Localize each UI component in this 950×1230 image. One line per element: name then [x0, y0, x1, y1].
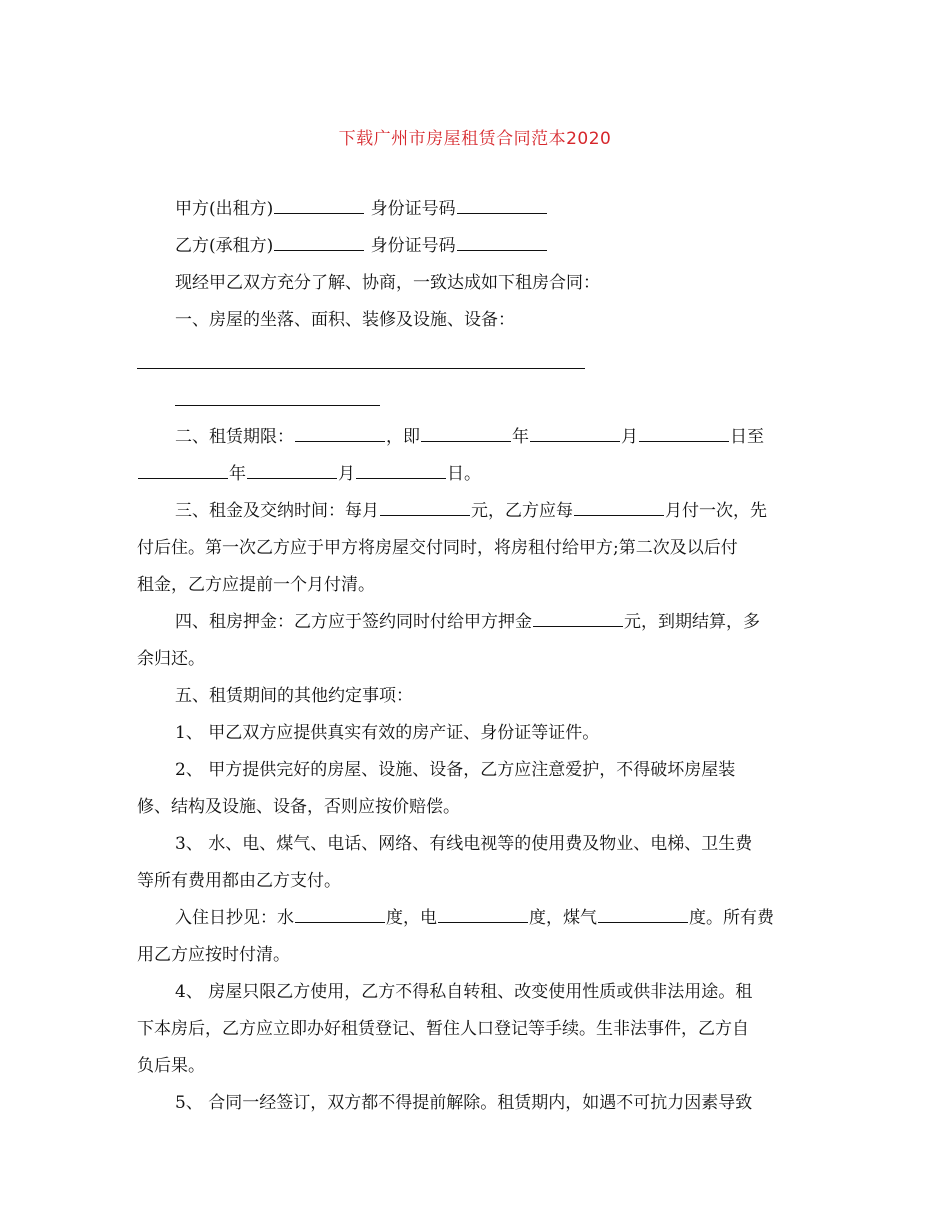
section-2-text: ，即	[386, 427, 420, 447]
meter-reading-line-1	[137, 905, 813, 942]
end-day-blank[interactable]	[356, 461, 446, 479]
section-4-line-2: 余归还。	[137, 649, 205, 669]
meter-reading-line-2: 用乙方应按时付清。	[137, 945, 290, 965]
party-a-id-label: 身份证号码	[370, 199, 456, 219]
water-reading-blank[interactable]	[295, 905, 385, 923]
document-title: 下载广州市房屋租赁合同范本2020	[338, 129, 612, 149]
lease-term-blank[interactable]	[295, 424, 385, 442]
start-month-blank[interactable]	[530, 424, 620, 442]
item-4-line-2: 下本房后，乙方应立即办好租赁登记、暂住人口登记等手续。生非法事件，乙方自	[137, 1019, 749, 1039]
item-2-line-2: 修、结构及设施、设备，否则应按价赔偿。	[137, 797, 460, 817]
monthly-rent-blank[interactable]	[380, 498, 470, 516]
item-1: 1、 甲乙双方应提供真实有效的房产证、身份证等证件。	[175, 723, 600, 743]
party-a-blank[interactable]	[274, 196, 364, 214]
section-3-text-2: 月付一次，先	[665, 501, 767, 521]
deposit-blank[interactable]	[533, 609, 623, 627]
section-4-text: 元，到期结算，多	[624, 612, 760, 632]
month-label: 月	[338, 464, 355, 484]
contract-body	[137, 196, 813, 1127]
party-a-id-blank[interactable]	[457, 196, 547, 214]
water-label: 入住日抄见：水	[175, 908, 294, 928]
party-b-line	[137, 233, 813, 270]
party-a-label: 甲方(出租方)	[175, 199, 274, 219]
end-year-blank[interactable]	[138, 461, 228, 479]
year-label: 年	[512, 427, 529, 447]
section-3-line-2: 付后住。第一次乙方应于甲方将房屋交付同时，将房租付给甲方;第二次及以后付	[137, 538, 738, 558]
section-1-heading: 一、房屋的坐落、面积、装修及设施、设备：	[175, 310, 515, 330]
item-4-line-3: 负后果。	[137, 1056, 205, 1076]
section-3-line-1	[137, 498, 813, 535]
item-2-line-1: 2、 甲方提供完好的房屋、设施、设备，乙方应注意爱护，不得破坏房屋装	[175, 760, 736, 780]
party-b-id-blank[interactable]	[457, 233, 547, 251]
electric-reading-blank[interactable]	[438, 905, 528, 923]
section-3-label: 三、租金及交纳时间：每月	[175, 501, 379, 521]
section-3-line-3: 租金，乙方应提前一个月付清。	[137, 575, 375, 595]
electric-label: 度，电	[386, 908, 437, 928]
section-5-heading: 五、租赁期间的其他约定事项：	[175, 686, 413, 706]
section-2-label: 二、租赁期限：	[175, 427, 294, 447]
meter-text: 度。所有费	[689, 908, 774, 928]
day-to-label: 日至	[730, 427, 764, 447]
item-4-line-1: 4、 房屋只限乙方使用，乙方不得私自转租、改变使用性质或供非法用途。租	[175, 982, 753, 1002]
section-2-line-1	[137, 424, 813, 461]
section-4-line-1	[137, 609, 813, 646]
party-b-id-label: 身份证号码	[370, 236, 456, 256]
section-4-label: 四、租房押金：乙方应于签约同时付给甲方押金	[175, 612, 532, 632]
section-3-text: 元，乙方应每	[471, 501, 573, 521]
pay-period-blank[interactable]	[574, 498, 664, 516]
item-5-line-1: 5、 合同一经签订，双方都不得提前解除。租赁期内，如遇不可抗力因素导致	[175, 1093, 753, 1113]
start-year-blank[interactable]	[421, 424, 511, 442]
intro-line: 现经甲乙双方充分了解、协商，一致达成如下租房合同：	[175, 273, 600, 293]
gas-reading-blank[interactable]	[598, 905, 688, 923]
item-3-line-1: 3、 水、电、煤气、电话、网络、有线电视等的使用费及物业、电梯、卫生费	[175, 834, 753, 854]
party-b-label: 乙方(承租方)	[175, 236, 274, 256]
section-2-line-2	[137, 461, 813, 498]
gas-label: 度，煤气	[529, 908, 597, 928]
end-month-blank[interactable]	[247, 461, 337, 479]
party-b-blank[interactable]	[274, 233, 364, 251]
party-a-line	[137, 196, 813, 233]
month-label: 月	[621, 427, 638, 447]
item-3-line-2: 等所有费用都由乙方支付。	[137, 871, 341, 891]
day-label: 日。	[447, 464, 481, 484]
start-day-blank[interactable]	[639, 424, 729, 442]
year-label: 年	[229, 464, 246, 484]
